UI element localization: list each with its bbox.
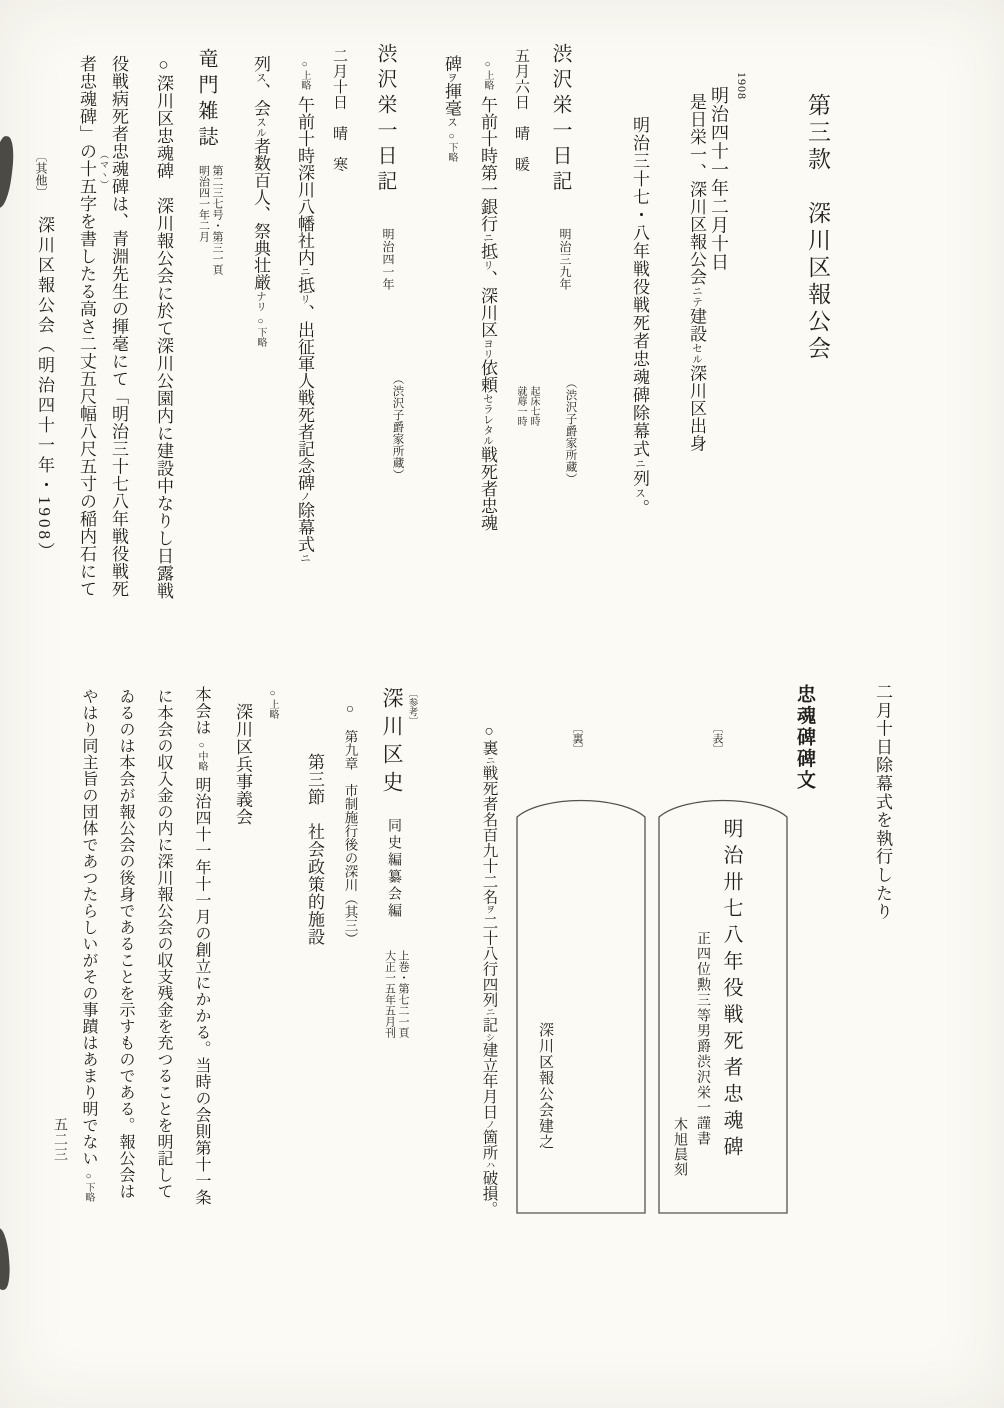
- monument-back-inscription: 深川区報公会建之: [537, 1022, 553, 1150]
- diary-1908-date-line: 二月十日 晴 寒: [331, 48, 347, 172]
- ryumon-body-line1: ○深川区忠魂碑 深川報公会に於て深川公園内に建設中なりし日露戦: [154, 55, 173, 600]
- kushi-body-line3: ゐるのは本会が報公会の後身であることを示すものである。報公会は: [117, 688, 134, 1200]
- reference-label: 〔参考〕: [406, 688, 417, 726]
- sleep-time: 就蓐一時: [515, 386, 526, 426]
- diary-1906-title: 渋沢栄一日記: [549, 43, 571, 196]
- entry-date: 明治四十一年二月十日: [709, 86, 729, 271]
- diary-1908-source: （渋沢子爵家所蔵）: [391, 373, 404, 481]
- kushi-body-line2: に本会の収入金の内に深川報公会の収支残金を充つることを明記して: [155, 688, 172, 1200]
- monument-front-label: 〔表〕: [711, 722, 723, 755]
- diary-1906-time-note: [514, 386, 540, 426]
- monument-front-inscription: 明治卅七八年役戦死者忠魂碑: [720, 818, 742, 1163]
- issue-number: 第二三七号・第三一頁: [211, 165, 223, 275]
- entry-lead-line1: 是日栄一、深川区報公会ニテ建設セル深川区出身: [687, 93, 706, 453]
- kushi-publication-note: [382, 950, 409, 1038]
- volume-page: 上巻・第七二一頁: [397, 950, 409, 1038]
- kushi-title: 深川区史: [380, 687, 404, 799]
- omission-mark-bottom: ○下略: [83, 1170, 94, 1202]
- omission-mark-mid: ○中略: [196, 739, 207, 771]
- entry-year-western: 1908: [735, 72, 749, 100]
- kushi-subheading: 深川区兵事義会: [233, 703, 252, 826]
- kushi-chapter-line: ○ 第九章 市制施行後の深川（其三）: [342, 701, 358, 946]
- kushi-section-line: 第三節 社会政策的施設: [305, 753, 324, 946]
- diary-1908-body-line2: 列ス、会スル者数百人、祭典壮厳ナリ○下略: [251, 55, 270, 347]
- scan-smudge-bottom: [0, 1227, 12, 1290]
- margin-entry-title: 深川区報公会（明治四十一年・1908）: [35, 216, 54, 562]
- omission-mark-bottom: ○下略: [255, 315, 266, 347]
- entry-lead-line2: 明治三十七・八年戦役戦死者忠魂碑除幕式ニ列ス。: [630, 116, 649, 518]
- diary-1906-body-line1: ○上略午前十時第一銀行ニ抵リ、深川区ヨリ依頼セラレタル戦死者忠魂: [478, 59, 497, 531]
- diary-1908-body-line1: ○上略午前十時深川八幡社内ニ抵リ、出征軍人戦死者記念碑ノ除幕式ニ: [295, 59, 314, 564]
- diary-1906-body-line2: 碑ヲ揮毫ス○下略: [442, 55, 461, 163]
- monument-front-carver: 木旭晨刻: [672, 1117, 687, 1177]
- issue-date: 明治四一年二月: [197, 165, 210, 242]
- section-title: 第三款 深川区報公会: [805, 93, 830, 363]
- diary-1908-era: 明治四一年: [381, 228, 395, 291]
- omission-mark-top: ○上略: [267, 688, 278, 719]
- omission-mark-top: ○上略: [482, 59, 493, 90]
- scan-smudge-top: [0, 135, 16, 209]
- kushi-editor: 同史編纂会編: [386, 818, 401, 920]
- omission-mark-top: ○上略: [299, 59, 310, 90]
- ryumon-body-line2: 役戦病死者忠魂碑は、青淵先生の揮毫にて「明治三十七八年戦役戦死: [109, 55, 128, 598]
- kushi-body-line1: 本会は○中略明治四十一年十一月の創立にかかる。当時の会則第十一条: [193, 686, 210, 1206]
- ryumon-magazine-title: 竜門雑誌: [195, 48, 217, 152]
- monument-front-calligrapher: 正四位勲三等男爵渋沢栄一謹書: [695, 931, 710, 1147]
- omission-mark-bottom: ○下略: [446, 131, 457, 163]
- monument-note: ○裏ニ戦死者名百九十二名ヲ二十八行四列ニ記シ建立年月日ノ箇所ハ破損。: [480, 723, 498, 1217]
- diary-1906-source: （渋沢子爵家所蔵）: [564, 377, 577, 485]
- margin-category-label: 〔其他〕: [34, 150, 48, 198]
- monument-inscription-heading: 忠魂碑碑文: [794, 684, 815, 791]
- monument-back-outline: [508, 790, 654, 1220]
- publication-date: 大正一五年五月刊: [383, 950, 396, 1038]
- diary-1906-date-line: 五月六日 晴 暖: [513, 48, 529, 172]
- diary-1906-era: 明治三九年: [558, 228, 572, 291]
- diary-1908-title: 渋沢栄一日記: [374, 43, 396, 196]
- page-number: 五二三: [52, 1117, 67, 1162]
- monument-back-label: 〔裏〕: [571, 722, 583, 755]
- kushi-body-line4: やはり同主旨の団体であつたらしいがその事蹟はあまり明でない○下略: [80, 688, 97, 1202]
- sic-annotation: （マヽ）: [99, 150, 109, 190]
- ryumon-body-line3: 者忠魂碑」の十五字を書したる高さ二丈五尺幅八尺五寸の稲内石にて: [77, 55, 96, 598]
- wake-time: 起床七時: [528, 386, 539, 426]
- ryumon-body-line4: 二月十日除幕式を執行したり: [873, 683, 892, 921]
- ryumon-issue-note: [196, 165, 223, 275]
